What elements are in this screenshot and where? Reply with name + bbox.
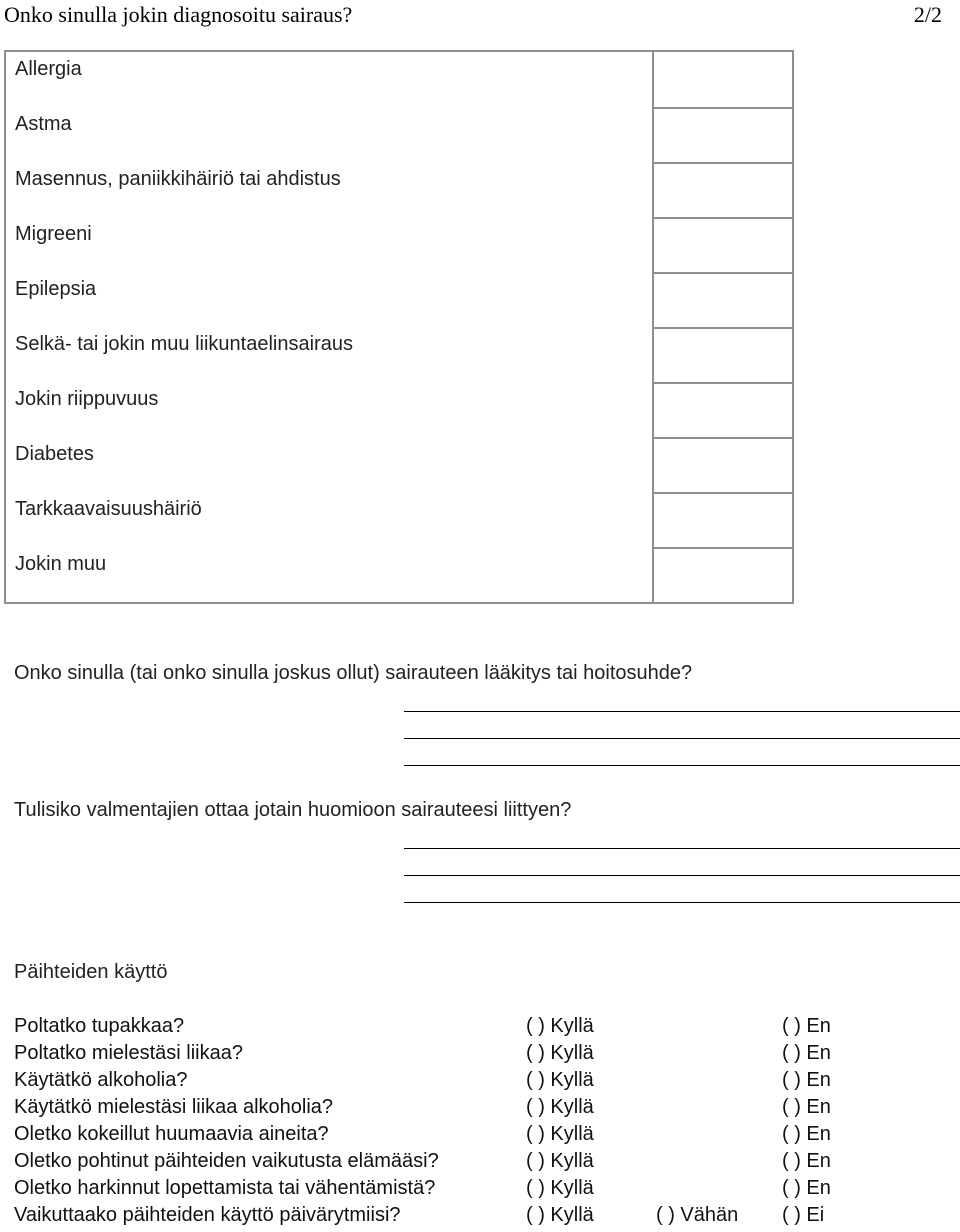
table-row	[6, 107, 796, 162]
medication-question: Onko sinulla (tai onko sinulla joskus ollut) sairauteen lääkitys tai hoitosuhde?	[14, 662, 693, 684]
answer-cell[interactable]	[652, 107, 794, 162]
table-row	[6, 327, 796, 382]
option-no[interactable]: ( ) En	[782, 1042, 831, 1064]
list-item	[14, 1175, 954, 1202]
option-yes[interactable]: ( ) Kyllä	[526, 1069, 594, 1091]
answer-cell[interactable]	[652, 52, 794, 107]
answer-cell[interactable]	[652, 492, 794, 547]
answer-cell[interactable]	[652, 162, 794, 217]
option-yes[interactable]: ( ) Kyllä	[526, 1123, 594, 1145]
option-no[interactable]: ( ) En	[782, 1177, 831, 1199]
coaches-question: Tulisiko valmentajien ottaa jotain huomioon sairauteesi liittyen?	[14, 799, 572, 821]
diagnosis-label: Migreeni	[15, 223, 92, 245]
answer-cell[interactable]	[652, 437, 794, 492]
table-row	[6, 162, 796, 217]
answer-cell[interactable]	[652, 217, 794, 272]
table-row	[6, 382, 796, 437]
option-yes[interactable]: ( ) Kyllä	[526, 1015, 594, 1037]
question-text: Oletko pohtinut päihteiden vaikutusta elämääsi?	[14, 1150, 439, 1172]
page-title: Onko sinulla jokin diagnosoitu sairaus?	[4, 2, 353, 27]
diagnosis-label: Jokin riippuvuus	[15, 388, 159, 410]
diagnosis-label: Masennus, paniikkihäiriö tai ahdistus	[15, 168, 341, 190]
answer-cell[interactable]	[652, 382, 794, 437]
question-text: Käytätkö alkoholia?	[14, 1069, 188, 1091]
diagnosis-label: Tarkkaavaisuushäiriö	[15, 498, 202, 520]
answer-line[interactable]	[404, 738, 960, 739]
option-yes[interactable]: ( ) Kyllä	[526, 1042, 594, 1064]
question-text: Poltatko tupakkaa?	[14, 1015, 185, 1037]
list-item	[14, 1148, 954, 1175]
diagnosis-label: Diabetes	[15, 443, 94, 465]
diagnosis-label: Astma	[15, 113, 72, 135]
option-yes[interactable]: ( ) Kyllä	[526, 1096, 594, 1118]
list-item	[14, 1094, 954, 1121]
answer-cell[interactable]	[652, 272, 794, 327]
table-row	[6, 492, 796, 547]
answer-line[interactable]	[404, 848, 960, 849]
diagnosis-table	[4, 50, 794, 604]
section-heading: Päihteiden käyttö	[14, 961, 168, 983]
list-item	[14, 1040, 954, 1067]
list-item	[14, 1013, 954, 1040]
diagnosis-label: Allergia	[15, 58, 82, 80]
diagnosis-label: Selkä- tai jokin muu liikuntaelinsairaus	[15, 333, 353, 355]
question-text: Käytätkö mielestäsi liikaa alkoholia?	[14, 1096, 334, 1118]
answer-line[interactable]	[404, 875, 960, 876]
table-row	[6, 547, 796, 602]
diagnosis-label: Epilepsia	[15, 278, 97, 300]
table-row	[6, 437, 796, 492]
option-no[interactable]: ( ) En	[782, 1015, 831, 1037]
option-yes[interactable]: ( ) Kyllä	[526, 1150, 594, 1172]
question-text: Vaikuttaako päihteiden käyttö päivärytmiisi?	[14, 1204, 401, 1226]
question-text: Poltatko mielestäsi liikaa?	[14, 1042, 243, 1064]
table-row	[6, 272, 796, 327]
list-item	[14, 1121, 954, 1148]
question-text: Oletko kokeillut huumaavia aineita?	[14, 1123, 329, 1145]
answer-cell[interactable]	[652, 547, 794, 602]
option-no[interactable]: ( ) En	[782, 1096, 831, 1118]
answer-cell[interactable]	[652, 327, 794, 382]
option-no[interactable]: ( ) En	[782, 1069, 831, 1091]
option-no[interactable]: ( ) Ei	[782, 1204, 825, 1226]
table-row	[6, 52, 796, 107]
table-row	[6, 217, 796, 272]
option-no[interactable]: ( ) En	[782, 1123, 831, 1145]
option-little[interactable]: ( ) Vähän	[656, 1204, 739, 1226]
list-item	[14, 1067, 954, 1094]
list-item	[14, 1202, 954, 1229]
answer-line[interactable]	[404, 711, 960, 712]
option-yes[interactable]: ( ) Kyllä	[526, 1177, 594, 1199]
answer-line[interactable]	[404, 902, 960, 903]
answer-line[interactable]	[404, 765, 960, 766]
option-yes[interactable]: ( ) Kyllä	[526, 1204, 594, 1226]
question-text: Oletko harkinnut lopettamista tai vähentämistä?	[14, 1177, 436, 1199]
diagnosis-label: Jokin muu	[15, 553, 107, 575]
page-number: 2/2	[913, 2, 942, 27]
option-no[interactable]: ( ) En	[782, 1150, 831, 1172]
